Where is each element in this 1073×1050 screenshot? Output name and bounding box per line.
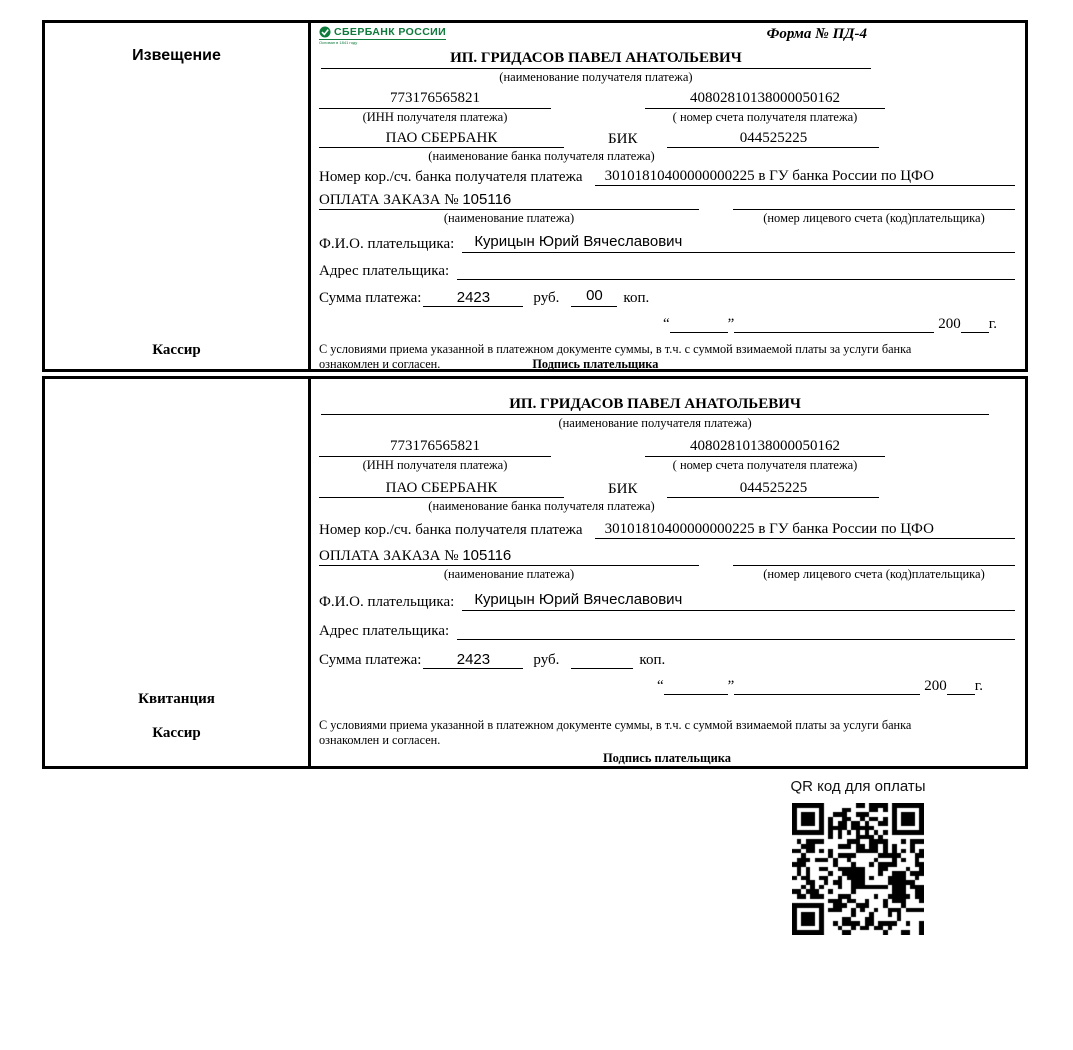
order-number: 105116 [462,547,512,564]
form-number: Форма № ПД-4 [766,26,867,42]
payee-account: 40802810138000050162 [645,438,885,457]
sberbank-icon [319,26,331,38]
quote-open: “ [662,316,670,332]
year-suffix: г. [974,678,983,694]
sum-value: 2423 [423,289,523,307]
sberbank-logo [319,26,446,45]
sum-label: Сумма платежа: [319,290,422,306]
order-label: ОПЛАТА ЗАКАЗА № [319,192,459,208]
payment-caption: (наименование платежа) [443,211,575,225]
cashier-label: Кассир [152,342,201,358]
bank-caption: (наименование банка получателя платежа) [428,149,655,163]
kop-label: коп. [639,652,666,668]
personal-account-blank [733,191,1015,210]
payee-inn: 773176565821 [319,90,551,109]
corr-account-label: Номер кор./сч. банка получателя платежа [319,522,583,538]
date-line [319,316,997,333]
receipt-title: Квитанция [138,691,215,707]
payment-purpose-line [319,547,699,566]
bank-caption: (наименование банка получателя платежа) [428,499,655,513]
payer-address-value [457,620,1015,640]
payer-address-value [457,260,1015,280]
payee-name: ИП. ГРИДАСОВ ПАВЕЛ АНАТОЛЬЕВИЧ [321,396,989,415]
payer-name-label: Ф.И.О. плательщика: [319,236,455,252]
qr-block [783,778,933,940]
receipt-panel [311,379,1025,766]
agreement-line1: С условиями приема указанной в платежном документе суммы, в т.ч. с суммой взимаемой платы за услуги банка [319,342,912,356]
agreement-line2: ознакомлен и согласен. [319,733,441,747]
date-line [319,678,983,695]
date-day-blank [670,316,728,333]
account-caption: ( номер счета получателя платежа) [672,110,858,124]
personal-account-caption: (номер лицевого счета (код)плательщика) [763,211,985,225]
bik-label: БИК [608,481,638,497]
year-prefix: 200 [924,678,947,694]
quote-open: “ [656,678,664,694]
payee-account: 40802810138000050162 [645,90,885,109]
year-suffix: г. [988,316,997,332]
payment-caption: (наименование платежа) [443,567,575,581]
corr-account-label: Номер кор./сч. банка получателя платежа [319,169,583,185]
notice-side-column [45,23,311,369]
bik-label: БИК [608,131,638,147]
bank-name: ПАО СБЕРБАНК [319,130,564,148]
quote-close: ” [727,678,735,694]
order-number: 105116 [462,191,512,208]
notice-title: Извещение [132,47,221,64]
sum-label: Сумма платежа: [319,652,422,668]
receipt-side-column [45,379,311,766]
payee-name: ИП. ГРИДАСОВ ПАВЕЛ АНАТОЛЬЕВИЧ [321,50,871,69]
payer-name-label: Ф.И.О. плательщика: [319,594,455,610]
signature-label: Подпись плательщика [532,357,659,371]
sum-value: 2423 [423,651,523,669]
corr-account-value: 30101810400000000225 в ГУ банка России по ЦФО [595,521,1015,539]
inn-caption: (ИНН получателя платежа) [362,110,508,124]
sberbank-logo-tagline: Основан в 1841 году [319,40,358,45]
payment-purpose-line [319,191,699,210]
year-prefix: 200 [938,316,961,332]
kop-value-blank [571,649,633,669]
agreement-line1: С условиями приема указанной в платежном документе суммы, в т.ч. с суммой взимаемой платы за услуги банка [319,718,912,732]
qr-code [792,803,924,935]
kop-label: коп. [623,290,650,306]
payee-inn: 773176565821 [319,438,551,457]
personal-account-blank [733,547,1015,566]
payee-caption: (наименование получателя платежа) [558,416,752,430]
bik-value: 044525225 [667,130,879,148]
inn-caption: (ИНН получателя платежа) [362,458,508,472]
payer-name-value: Курицын Юрий Вячеславович [462,233,1015,253]
account-caption: ( номер счета получателя платежа) [672,458,858,472]
personal-account-caption: (номер лицевого счета (код)плательщика) [763,567,985,581]
qr-label: QR код для оплаты [790,778,926,795]
agreement-text [319,342,1015,372]
payer-address-label: Адрес плательщика: [319,623,450,639]
rub-label: руб. [533,652,560,668]
bank-name: ПАО СБЕРБАНК [319,480,564,498]
payee-caption: (наименование получателя платежа) [499,70,693,84]
notice-section [42,20,1028,372]
payer-address-label: Адрес плательщика: [319,263,450,279]
sberbank-logo-text: СБЕРБАНК РОССИИ [334,26,447,38]
year-blank [961,316,989,333]
order-label: ОПЛАТА ЗАКАЗА № [319,548,459,564]
corr-account-value: 30101810400000000225 в ГУ банка России по ЦФО [595,168,1015,186]
date-month-blank [734,678,920,695]
bik-value: 044525225 [667,480,879,498]
year-blank [947,678,975,695]
rub-label: руб. [533,290,560,306]
date-month-blank [734,316,934,333]
cashier-label: Кассир [152,725,201,741]
agreement-line2: ознакомлен и согласен. [319,357,441,371]
date-day-blank [664,678,728,695]
agreement-text [319,718,1015,766]
kop-value: 00 [571,287,617,307]
signature-label: Подпись плательщика [602,751,732,765]
receipt-section [42,376,1028,769]
notice-panel [311,23,1025,369]
quote-close: ” [727,316,735,332]
payer-name-value: Курицын Юрий Вячеславович [462,591,1015,611]
